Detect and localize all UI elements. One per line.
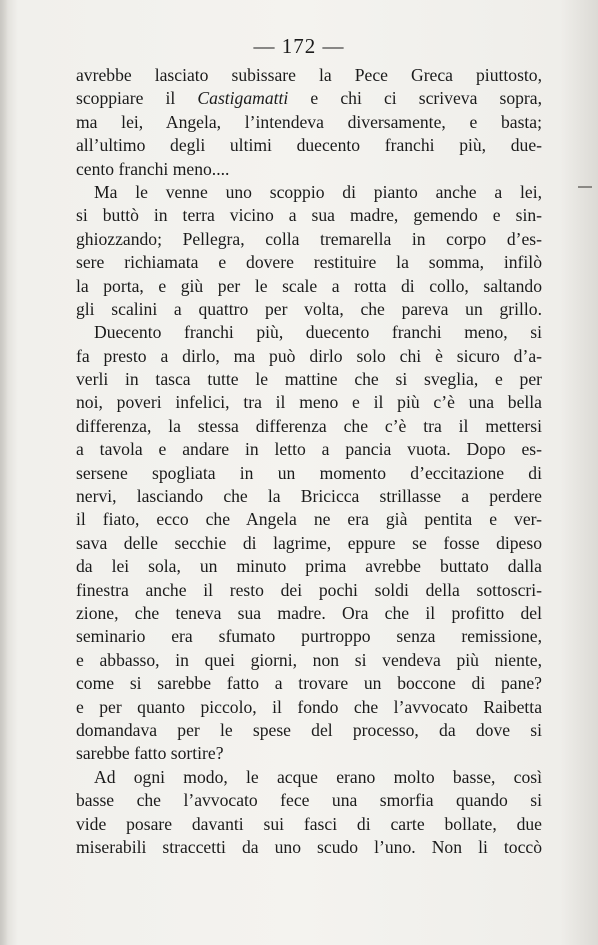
page-edge-shadow	[0, 0, 8, 945]
text-line-26: e abbasso, in quei giorni, non si vendeva più niente,	[76, 649, 542, 670]
text-line-17: a tavola e andare in letto a pancia vuota. Dopo es-	[76, 439, 542, 460]
text-line-28: e per quanto piccolo, il fondo che l’avvocato Raibetta	[76, 696, 542, 717]
text-line-6: Ma le venne uno scoppio di pianto anche a lei,	[94, 181, 542, 202]
text-line-29: domandava per le spese del processo, da dove si	[76, 719, 542, 740]
text-line-27: come si sarebbe fatto a trovare un boccone di pane?	[76, 673, 542, 694]
text-line-10: la porta, e giù per le scale a rotta di collo, saltando	[76, 275, 542, 296]
page-number: — 172 —	[253, 34, 345, 58]
text-line-5: cento franchi meno....	[76, 158, 230, 179]
text-line-34: miserabili straccetti da uno scudo l’uno. Non li toccò	[76, 836, 542, 857]
text-line-22: da lei sola, un minuto prima avrebbe buttato dalla	[76, 556, 542, 577]
text-line-19: nervi, lasciando che la Bricicca strillasse a perdere	[76, 486, 542, 507]
text-line-25: seminario era sfumato purtroppo senza remissione,	[76, 626, 542, 647]
text-line-11: gli scalini a quattro per volta, che pareva un grillo.	[76, 298, 542, 319]
text-line-21: sava delle secchie di lagrime, eppure se fosse dipeso	[76, 532, 542, 553]
text-line-18: sersene spogliata in un momento d’eccitazione di	[76, 462, 542, 483]
text-line-14: verli in tasca tutte le mattine che si sveglia, e per	[76, 369, 542, 390]
text-line-31: Ad ogni modo, le acque erano molto basse, così	[94, 766, 542, 787]
text-line-3: ma lei, Angela, l’intendeva diversamente, e basta;	[76, 111, 542, 132]
text-line-12: Duecento franchi più, duecento franchi meno, si	[94, 322, 542, 343]
text-line-24: zione, che teneva sua madre. Ora che il profitto del	[76, 602, 542, 623]
text-line-9: sere richiamata e dovere restituire la somma, infilò	[76, 252, 542, 273]
text-line-13: fa presto a dirlo, ma può dirlo solo chi è sicuro d’a-	[76, 345, 542, 366]
text-line-23: finestra anche il resto dei pochi soldi della sottoscri-	[76, 579, 542, 600]
text-line-33: vide posare davanti sui fasci di carte bollate, due	[76, 813, 542, 834]
text-line-8: ghiozzando; Pellegra, colla tremarella in corpo d’es-	[76, 228, 542, 249]
text-line-15: noi, poveri infelici, tra il meno e il più c’è una bella	[76, 392, 542, 413]
text-line-2: scoppiare il Castigamatti e chi ci scriveva sopra,	[76, 88, 542, 109]
text-line-20: il fiato, ecco che Angela ne era già pentita e ver-	[76, 509, 542, 530]
text-line-1: avrebbe lasciato subissare la Pece Greca piuttosto,	[76, 65, 542, 85]
italic-title: Castigamatti	[197, 88, 289, 109]
text-line-32: basse che l’avvocato fece una smorfia quando si	[76, 790, 542, 811]
text-line-4: all’ultimo degli ultimi duecento franchi più, due-	[76, 135, 542, 156]
text-line-7: si buttò in terra vicino a sua madre, gemendo e sin-	[76, 205, 542, 226]
text-line-16: differenza, la stessa differenza che c’è tra il mettersi	[76, 415, 542, 436]
scan-mark	[578, 186, 592, 188]
text-line-30: sarebbe fatto sortire?	[76, 743, 224, 764]
body-text	[76, 64, 542, 859]
